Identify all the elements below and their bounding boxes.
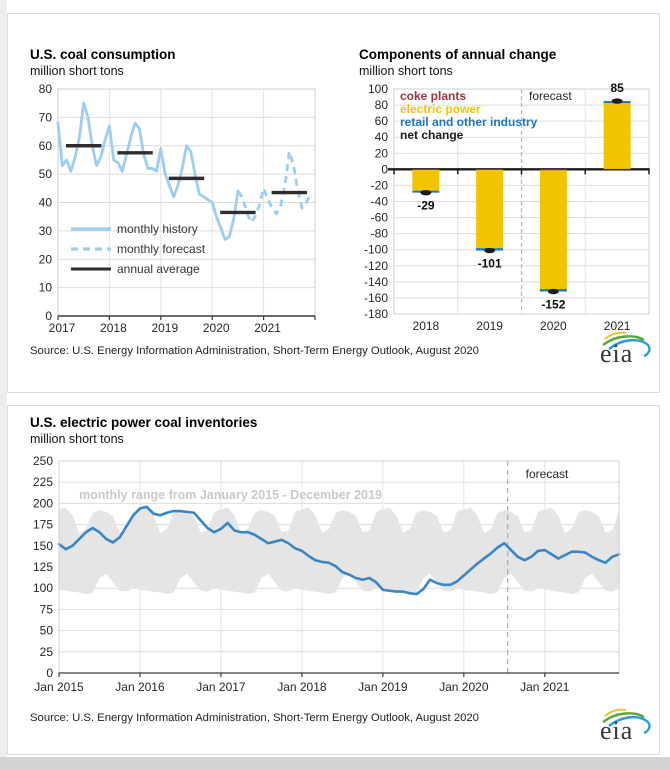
forecast-label: forecast	[529, 89, 572, 103]
bar-value-label: -152	[541, 297, 566, 312]
y-axis-label: 0	[381, 162, 388, 177]
y-axis-label: -160	[363, 290, 388, 305]
legend-label-electric-power: electric power	[400, 102, 481, 116]
chart-title-coal-consumption: U.S. coal consumption	[30, 47, 176, 62]
chart-title-annual-change: Components of annual change	[359, 47, 557, 62]
eia-logo-text: eia	[600, 339, 634, 368]
x-axis-label: Jan 2018	[277, 680, 327, 694]
legend-label: monthly forecast	[117, 242, 206, 256]
y-axis-label: 175	[32, 517, 53, 532]
y-axis-label: 75	[39, 602, 53, 617]
y-axis-label: -120	[363, 258, 388, 273]
net-change-marker	[420, 190, 431, 195]
y-axis-label: 40	[38, 195, 52, 210]
x-axis-label: 2020	[540, 319, 567, 333]
bar-value-label: 85	[610, 81, 624, 96]
bottom-panel	[7, 405, 660, 755]
eia-logo	[596, 704, 654, 744]
x-axis-label: Jan 2016	[115, 680, 165, 694]
bar-value-label: -101	[477, 256, 502, 271]
x-axis-label: Jan 2021	[520, 680, 570, 694]
y-axis-label: 50	[38, 167, 52, 182]
y-axis-label: 60	[374, 114, 388, 129]
x-axis-label: 2019	[476, 319, 503, 333]
x-axis-label: Jan 2015	[34, 680, 84, 694]
y-axis-label: -60	[370, 210, 388, 225]
y-axis-label: 20	[38, 252, 52, 267]
monthly-range-band	[59, 508, 619, 594]
y-axis-label: 150	[32, 538, 53, 553]
coal-inventories-chart	[27, 451, 652, 703]
x-axis-label: Jan 2017	[196, 680, 246, 694]
x-axis-label: 2018	[412, 319, 440, 333]
y-axis-label: 100	[367, 82, 388, 96]
chart-subtitle-annual-change: million short tons	[359, 64, 453, 78]
y-axis-label: -100	[363, 242, 388, 257]
y-axis-label: 200	[32, 496, 53, 511]
bar-segment-electric-power	[412, 170, 439, 191]
chart-title-coal-inventories: U.S. electric power coal inventories	[30, 415, 258, 430]
y-axis-label: 80	[38, 82, 52, 96]
chart-subtitle-coal-consumption: million short tons	[30, 64, 124, 78]
y-axis-label: 30	[38, 223, 52, 238]
net-change-marker	[548, 289, 559, 294]
band-range-label: monthly range from January 2015 - December 2019	[79, 488, 382, 502]
y-axis-label: 25	[39, 644, 53, 659]
y-axis-label: 50	[39, 623, 53, 638]
bar-segment-electric-power	[476, 170, 503, 248]
top-panel	[7, 13, 660, 393]
annual-change-chart	[354, 73, 662, 341]
y-axis-label: 0	[45, 309, 52, 323]
x-axis-label: Jan 2019	[358, 680, 408, 694]
monthly-history-line	[58, 103, 238, 239]
bar-segment-electric-power	[604, 103, 631, 169]
y-axis-label: 10	[38, 280, 52, 295]
y-axis-label: 225	[32, 475, 53, 490]
net-change-marker	[612, 98, 623, 103]
forecast-label: forecast	[525, 467, 569, 481]
bar-value-label: -29	[417, 198, 435, 213]
y-axis-label: -40	[370, 194, 388, 209]
y-axis-label: -180	[363, 307, 388, 321]
x-axis-label: 2020	[202, 321, 230, 335]
x-axis-label: 2019	[151, 321, 179, 335]
legend-label-net-change: net change	[400, 128, 464, 142]
y-axis-label: -140	[363, 274, 388, 289]
eia-logo	[596, 327, 654, 367]
bar-segment-coke-plants	[540, 169, 567, 170]
y-axis-label: 20	[374, 146, 388, 161]
y-axis-label: -80	[370, 226, 388, 241]
source-note: Source: U.S. Energy Information Administration, Short-Term Energy Outlook, August 2020	[30, 712, 479, 724]
y-axis-label: 70	[38, 110, 52, 125]
legend-label-coke-plants: coke plants	[400, 89, 467, 103]
chart-subtitle-coal-inventories: million short tons	[30, 432, 124, 446]
x-axis-label: 2021	[603, 319, 631, 333]
eia-logo-text: eia	[600, 716, 634, 745]
bar-segment-electric-power	[540, 170, 567, 289]
source-note: Source: U.S. Energy Information Administration, Short-Term Energy Outlook, August 2020	[30, 345, 479, 357]
net-change-marker	[484, 248, 495, 253]
legend-label-retail-and-other-industry: retail and other industry	[400, 115, 538, 129]
y-axis-label: -20	[370, 178, 388, 193]
y-axis-label: 60	[38, 138, 52, 153]
y-axis-label: 100	[32, 581, 53, 596]
legend-label: annual average	[117, 262, 200, 276]
x-axis-label: 2021	[254, 321, 281, 335]
y-axis-label: 250	[32, 454, 53, 468]
y-axis-label: 80	[374, 98, 388, 113]
x-axis-label: 2018	[100, 321, 127, 335]
x-axis-label: Jan 2020	[439, 680, 489, 694]
x-axis-label: 2017	[48, 321, 76, 335]
legend-label: monthly history	[117, 222, 198, 236]
coal-consumption-chart	[27, 75, 327, 343]
page-bottom-bar	[0, 757, 670, 769]
page-left-margin	[0, 0, 7, 769]
y-axis-label: 125	[32, 560, 53, 574]
y-axis-label: 0	[46, 666, 53, 680]
y-axis-label: 40	[374, 130, 388, 145]
